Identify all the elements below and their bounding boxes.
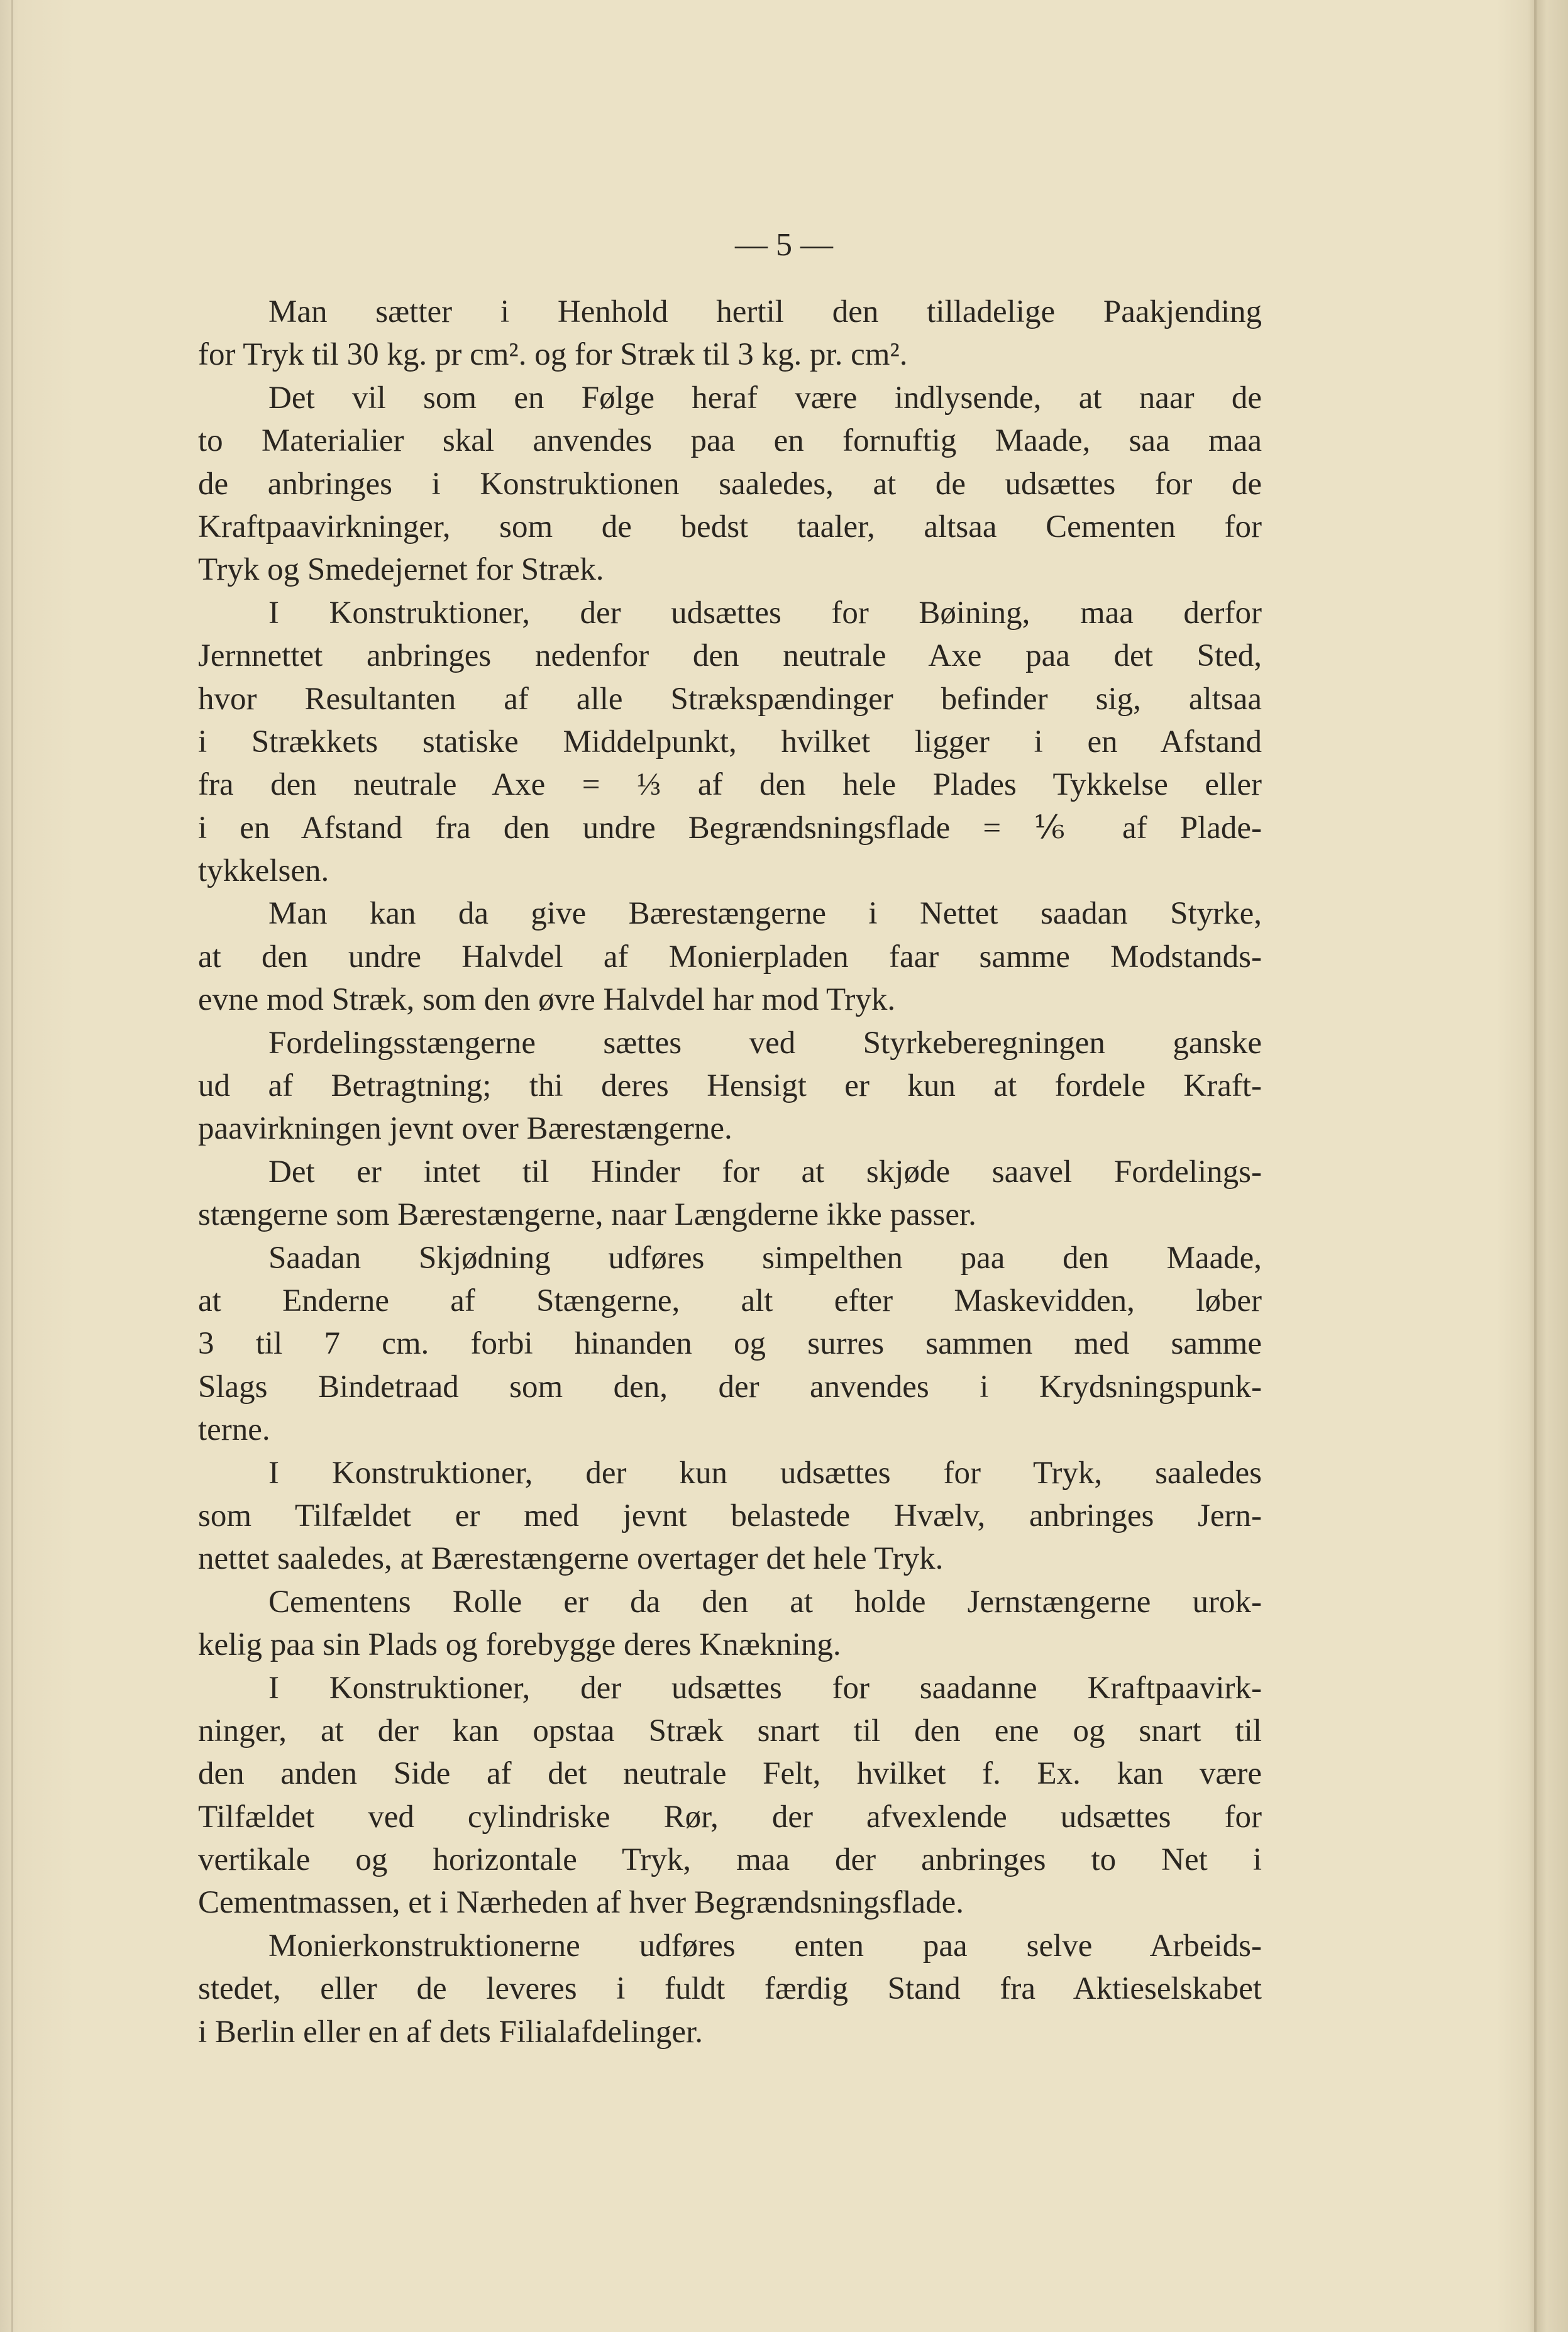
text-line: Cementmassen, et i Nærheden af hver Begrændsningsflade. [198, 1885, 964, 1921]
text-line: Saadan Skjødning udføres simpelthen paa den Maade, [268, 1240, 1262, 1276]
text-line: at Enderne af Stængerne, alt efter Maskevidden, løber [198, 1283, 1262, 1318]
text-line: tykkelsen. [198, 853, 329, 889]
text-line: Man kan da give Bærestængerne i Nettet saadan Styrke, [268, 896, 1262, 932]
text-line: kelig paa sin Plads og forebygge deres Knækning. [198, 1627, 841, 1663]
text-line: de anbringes i Konstruktionen saaledes, at de udsættes for de [198, 466, 1262, 502]
text-line: Det er intet til Hinder for at skjøde saavel Fordelings- [268, 1154, 1262, 1190]
text-line: Monierkonstruktionerne udføres enten paa selve Arbeids- [268, 1928, 1262, 1964]
text-line: vertikale og horizontale Tryk, maa der anbringes to Net i [198, 1842, 1262, 1878]
text-line: for Tryk til 30 kg. pr cm². og for Stræk til 3 kg. pr. cm². [198, 337, 908, 373]
page-fold [1534, 0, 1537, 2332]
text-line: ninger, at der kan opstaa Stræk snart til den ene og snart til [198, 1713, 1262, 1749]
text-line: paavirkningen jevnt over Bærestængerne. [198, 1111, 732, 1147]
text-line: fra den neutrale Axe = ⅓ af den hele Plades Tykkelse eller [198, 767, 1262, 803]
text-line: 3 til 7 cm. forbi hinanden og surres sammen med samme [198, 1326, 1262, 1362]
text-line: stængerne som Bærestængerne, naar Længderne ikke passer. [198, 1197, 976, 1233]
text-line: stedet, eller de leveres i fuldt færdig Stand fra Aktieselskabet [198, 1971, 1262, 2007]
text-line: den anden Side af det neutrale Felt, hvilket f. Ex. kan være [198, 1756, 1262, 1792]
text-line: terne. [198, 1412, 270, 1448]
page-number: — 5 — [735, 227, 833, 263]
text-line: I Konstruktioner, der udsættes for saadanne Kraftpaavirk- [268, 1670, 1262, 1706]
text-line: i en Afstand fra den undre Begrændsningsflade = ⅙ af Plade- [198, 810, 1262, 846]
text-line: Tryk og Smedejernet for Stræk. [198, 552, 604, 588]
page-left-edge [11, 0, 13, 2332]
text-line: to Materialier skal anvendes paa en fornuftig Maade, saa maa [198, 423, 1262, 459]
body-text [198, 290, 1262, 2053]
text-line: nettet saaledes, at Bærestængerne overtager det hele Tryk. [198, 1541, 944, 1577]
text-line: Det vil som en Følge heraf være indlysende, at naar de [268, 380, 1262, 416]
text-line: ud af Betragtning; thi deres Hensigt er kun at fordele Kraft- [198, 1068, 1262, 1104]
text-line: i Berlin eller en af dets Filialafdelinger. [198, 2014, 703, 2050]
text-line: I Konstruktioner, der udsættes for Bøining, maa derfor [268, 595, 1262, 631]
text-line: som Tilfældet er med jevnt belastede Hvælv, anbringes Jern- [198, 1498, 1262, 1533]
text-line: Cementens Rolle er da den at holde Jernstængerne urok- [268, 1584, 1262, 1620]
text-line: evne mod Stræk, som den øvre Halvdel har mod Tryk. [198, 982, 896, 1018]
text-line: i Strækkets statiske Middelpunkt, hvilket ligger i en Afstand [198, 724, 1262, 760]
text-line: hvor Resultanten af alle Strækspændinger befinder sig, altsaa [198, 681, 1262, 717]
text-line: at den undre Halvdel af Monierpladen faar samme Modstands- [198, 939, 1262, 975]
text-line: Slags Bindetraad som den, der anvendes i Krydsningspunk- [198, 1369, 1262, 1405]
text-line: Fordelingsstængerne sættes ved Styrkeberegningen ganske [268, 1025, 1262, 1061]
text-line: Kraftpaavirkninger, som de bedst taaler, altsaa Cementen for [198, 509, 1262, 544]
text-line: Jernnettet anbringes nedenfor den neutrale Axe paa det Sted, [198, 638, 1262, 674]
text-line: Tilfældet ved cylindriske Rør, der afvexlende udsættes for [198, 1799, 1262, 1835]
text-line: Man sætter i Henhold hertil den tilladelige Paakjending [268, 294, 1262, 329]
text-line: I Konstruktioner, der kun udsættes for Tryk, saaledes [268, 1455, 1262, 1491]
